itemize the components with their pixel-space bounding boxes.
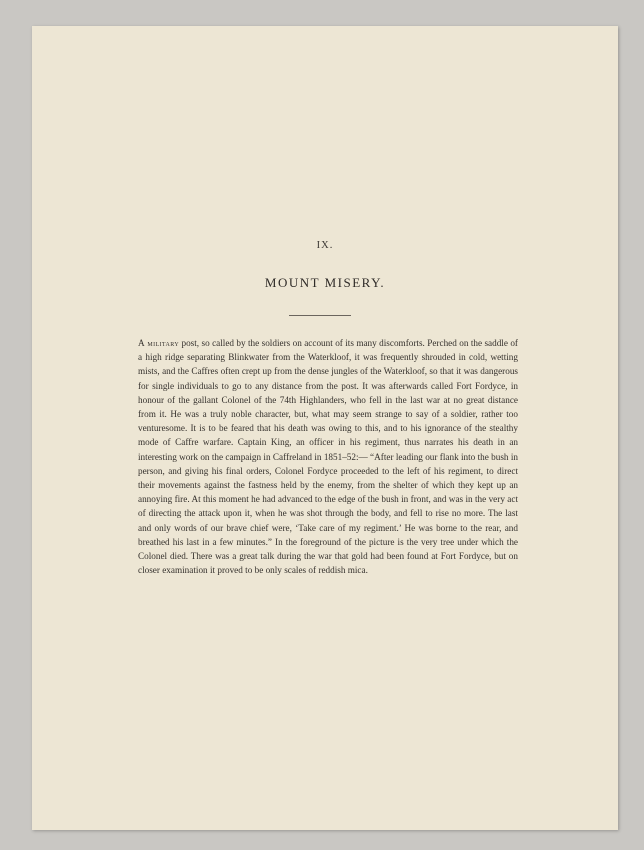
body-paragraph bbox=[138, 336, 518, 577]
opening-words: A military bbox=[138, 338, 180, 348]
title-rule bbox=[289, 315, 351, 316]
plate-number: IX. bbox=[316, 240, 334, 251]
chapter-title: MOUNT MISERY. bbox=[264, 275, 386, 290]
paper-page bbox=[32, 26, 618, 830]
body-text: post, so called by the soldiers on account of its many discomforts. Perched on the saddle of a high ridge separating Blinkwater from the Waterkloof, it was frequently shrouded in cold, wetting mists, and the Caffres often crept up from the dense jungles of the Waterkloof, so that it was dangerous for single individuals to go to any distance from the post. It was afterwards called Fort Fordyce, in honour of the gallant Colonel of the 74th Highlanders, who fell in the last war at no great distance from it. He was a truly noble character, but, what may seem strange to say of a soldier, rather too venturesome. It is to be feared that his death was owing to this, and to his ignorance of the stealthy mode of Caffre warfare. Captain King, an officer in his regiment, thus narrates his death in an interesting work on the campaign in Caffreland in 1851–52:— “After leading our flank into the bush in person, and giving his final orders, Colonel Fordyce proceeded to the left of his regiment, to direct their movements against the fastness held by the enemy, from the shelter of which they kept up an annoying fire. At this moment he had advanced to the edge of the bush in front, and was in the very act of directing the attack upon it, when he was shot through the body, and fell to rise no more. The last and only words of our brave chief were, ‘Take care of my regiment.’ He was borne to the rear, and breathed his last in a few minutes.” In the foreground of the picture is the very tree under which the Colonel died. There was a great talk during the war that gold had been found at Fort Fordyce, but on closer examination it proved to be only scales of reddish mica. bbox=[138, 338, 518, 576]
